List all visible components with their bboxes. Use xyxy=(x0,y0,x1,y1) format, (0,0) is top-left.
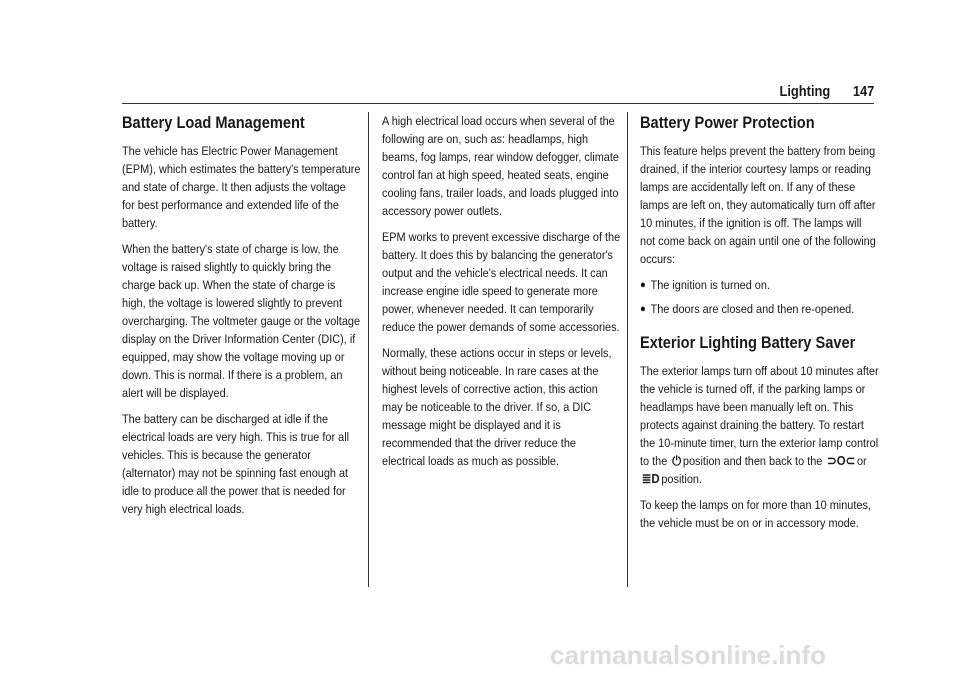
paragraph: To keep the lamps on for more than 10 minutes, the vehicle must be on or in accessory mode. xyxy=(640,498,871,530)
column-right xyxy=(640,112,880,540)
page-header xyxy=(779,83,874,100)
paragraph: A high electrical load occurs when several of the following are on, such as: headlamps, high beams, fog lamps, rear window defogger, climate control fan at high speed, heated seats, engine cooling fans, trailer loads, and loads plugged into accessory power outlets. xyxy=(382,114,619,218)
list-item: ● The doors are closed and then re-opened. xyxy=(640,302,855,316)
paragraph: Normally, these actions occur in steps or levels, without being noticeable. In rare cases at the highest levels of corrective action, this action may be noticeable to the driver. If so, a DIC message might be displayed and it is recommended that the driver reduce the electrical loads as much as possible. xyxy=(382,346,612,468)
heading-battery-load-management: Battery Load Management xyxy=(122,113,305,132)
bullet-icon: ● xyxy=(640,279,646,291)
paragraph: EPM works to prevent excessive discharge of the battery. It does this by balancing the generator's output and the vehicle's electrical needs. It can increase engine idle speed to generate more power, whenever needed. It can temporarily reduce the power demands of some accessories. xyxy=(382,230,621,334)
paragraph: When the battery's state of charge is low, the voltage is raised slightly to quickly bring the charge back up. When the state of charge is high, the voltage is lowered slightly to prevent overcharging. The voltmeter gauge or the voltage display on the Driver Information Center (DIC), if equipped, may show the voltage moving up or down. This is normal. If there is a problem, an alert will be displayed. xyxy=(122,242,361,400)
paragraph: The battery can be discharged at idle if the electrical loads are very high. This is true for all vehicles. This is because the generator (alternator) may not be spinning fast enough at idle to produce all the power that is needed for very high electrical loads. xyxy=(122,412,350,516)
column-left xyxy=(122,112,362,526)
paragraph: The exterior lamps turn off about 10 minutes after the vehicle is turned off, if the parking lamps or headlamps have been manually left on. This protects against draining the battery. To restart the 10-minute timer, turn the exterior lamp control to the ⏻ position and then back to the ⊃O⊂ or ≣D position. xyxy=(640,364,879,486)
bullet-icon: ● xyxy=(640,303,646,315)
column-divider xyxy=(627,112,628,587)
section-title: Lighting xyxy=(779,83,830,100)
headlamps-icon: ≣D xyxy=(641,471,660,486)
heading-exterior-lighting-battery-saver: Exterior Lighting Battery Saver xyxy=(640,333,856,352)
header-rule xyxy=(122,103,874,104)
heading-battery-power-protection: Battery Power Protection xyxy=(640,113,815,132)
watermark: carmanualsonline.info xyxy=(550,640,826,670)
parking-lamps-icon: ⊃O⊂ xyxy=(827,453,856,468)
paragraph: This feature helps prevent the battery from being drained, if the interior courtesy lamps or reading lamps are accidentally left on. If any of these lamps are left on, they automatically turn off after 10 minutes, if the ignition is off. The lamps will not come back on again until one of the following occurs: xyxy=(640,144,876,266)
column-middle xyxy=(382,112,622,478)
list-item: ● The ignition is turned on. xyxy=(640,278,770,292)
column-divider xyxy=(368,112,369,587)
bullet-list xyxy=(640,276,880,318)
paragraph: The vehicle has Electric Power Management (EPM), which estimates the battery's temperature and state of charge. It then adjusts the voltage for best performance and extended life of the battery. xyxy=(122,144,361,230)
power-off-icon: ⏻ xyxy=(672,453,682,468)
page-number: 147 xyxy=(852,83,874,100)
